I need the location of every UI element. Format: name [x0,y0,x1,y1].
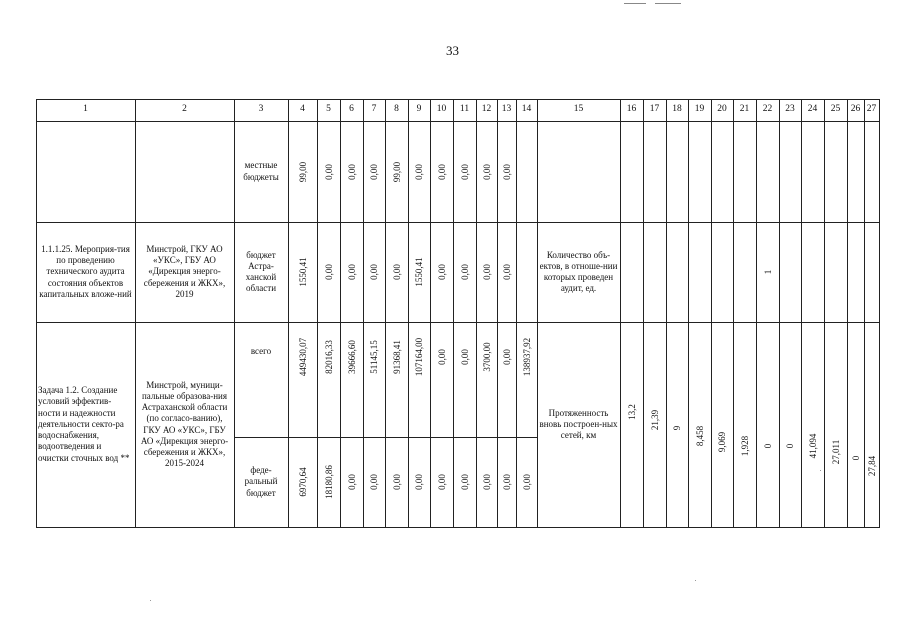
value-local-col-12-text: 0,00 [481,163,492,180]
header-col-17: 17 [649,104,660,115]
indicator-task-col-25 [824,422,847,482]
value-total-col-4 [288,322,317,392]
value-federal-col-5 [317,437,340,527]
value-federal-col-10-text: 0,00 [436,474,447,490]
indicator-task-col-27 [864,436,879,496]
value-federal-col-4-text: 6970,64 [297,467,308,497]
value-local-col-4-text: 99,00 [297,161,308,182]
indicator-task-col-27-text: 27,84 [866,455,877,477]
value-1125-col-12 [476,222,497,322]
value-total-col-8 [385,322,408,392]
indicator-task-col-18 [666,398,688,458]
value-1125-col-7 [363,222,385,322]
value-local-col-10 [430,121,453,222]
grid-line [36,527,880,528]
indicator-task-col-18-text: 9 [672,425,682,431]
value-1125-col-13 [497,222,516,322]
scan-speck [820,470,821,471]
value-local-col-5 [317,121,340,222]
value-1125-col-8 [385,222,408,322]
value-local-col-6-text: 0,00 [346,163,357,180]
header-col-14: 14 [521,104,532,115]
activity-1-1-1-25: 1.1.1.25. Мероприя-тия по проведению технического аудита состояния объектов капитальных вложе-ний [39,243,132,299]
value-1125-col-6 [340,222,363,322]
header-col-2: 2 [182,104,187,115]
value-local-col-4 [288,121,317,222]
value-federal-col-6-text: 0,00 [346,474,357,490]
value-total-col-11 [453,322,476,392]
grid-line [666,99,667,528]
header-col-9: 9 [416,104,422,115]
value-federal-col-14-text: 0,00 [521,474,532,490]
value-local-col-8-text: 99,00 [391,161,402,182]
value-1125-col-8-text: 0,00 [391,264,402,280]
page-number: 33 [446,43,459,58]
indicator-task-col-21 [733,416,756,476]
header-col-3: 3 [258,104,264,115]
indicator-task-col-19 [688,406,711,466]
value-federal-col-4 [288,437,317,527]
value-local-col-11 [453,121,476,222]
header-col-18: 18 [672,104,682,115]
indicator-task-col-19-text: 8,458 [694,425,705,447]
header-col-13: 13 [501,104,512,115]
value-1125-col-9-text: 1550,41 [414,257,424,287]
value-federal-col-8-text: 0,00 [391,474,402,490]
header-col-8: 8 [394,104,399,115]
value-local-col-12 [476,121,497,222]
value-federal-col-5-text: 18180,86 [323,465,334,499]
indicator-task-col-23 [779,416,801,476]
value-total-col-6 [340,322,363,392]
indicator-task-col-26 [847,428,864,488]
indicator-task-col-26-text: 0 [850,455,861,461]
value-1125-col-12-text: 0,00 [481,264,492,280]
source-federal-budget: феде-ральный бюджет [244,465,278,498]
value-federal-col-12 [476,437,497,527]
header-col-4: 4 [300,104,305,115]
value-1125-col-10-text: 0,00 [436,264,447,280]
indicator-1125-col-22-text: 1 [762,269,773,275]
value-total-col-9 [408,322,430,392]
indicator-task-col-20 [711,412,733,472]
value-federal-col-9 [408,437,430,527]
value-1125-col-10 [430,222,453,322]
executor-task-1-2: Минстрой, муници-пальные образова-ния Астраханской области (по согласо-ванию), ГКУ АО «УКС», ГБУ АО «Дирекция энерго-сбережения и ЖКХ», 2015-2024 [140,379,229,469]
header-col-7: 7 [371,104,377,115]
header-col-19: 19 [694,104,705,115]
value-federal-col-6 [340,437,363,527]
header-col-15: 15 [573,104,584,115]
indicator-task-col-16-text: 13,2 [626,404,637,420]
value-total-text: 107164,00 [414,337,424,377]
value-local-col-7-text: 0,00 [369,163,379,180]
value-total-text: 39666,60 [346,340,357,374]
scan-speck [695,580,696,581]
indicator-network-length: Протяженность вновь построен-ных сетей, км [539,407,618,441]
source-total: всего [250,346,272,356]
value-1125-col-11-text: 0,00 [459,264,470,280]
value-local-col-9-text: 0,00 [414,163,424,180]
value-1125-col-5 [317,222,340,322]
value-local-col-13 [497,121,516,222]
value-local-col-8 [385,121,408,222]
indicator-task-col-24-text: 41,094 [807,433,818,459]
value-total-text: 51145,15 [369,340,379,374]
value-total-text: 138937,92 [521,337,532,377]
header-col-5: 5 [326,104,331,115]
header-col-21: 21 [739,104,750,115]
value-federal-col-13-text: 0,00 [501,474,512,490]
indicator-1125-col-22 [756,232,779,312]
indicator-task-col-17 [643,390,666,450]
indicator-task-col-22 [756,416,779,476]
value-local-col-9 [408,121,430,222]
value-federal-col-11-text: 0,00 [459,474,470,490]
value-total-text: 0,00 [436,349,447,365]
header-col-25: 25 [830,104,841,115]
value-federal-col-7 [363,437,385,527]
header-col-26: 26 [850,104,861,115]
value-total-text: 82016,33 [323,340,334,374]
value-total-col-14 [516,322,537,392]
header-col-12: 12 [481,104,492,115]
value-total-col-5 [317,322,340,392]
value-federal-col-8 [385,437,408,527]
header-col-27: 27 [866,104,877,115]
value-federal-col-10 [430,437,453,527]
source-regional-budget: бюджет Астра-ханской области [245,249,277,294]
value-federal-col-7-text: 0,00 [369,474,379,490]
value-federal-col-12-text: 0,00 [481,474,492,490]
header-col-23: 23 [785,104,795,115]
value-total-text: 91368,41 [391,340,402,374]
activity-task-1-2: Задача 1.2. Создание условий эффектив-ности и надежности деятельности секто-ра водоснабжения, водоотведения и очистки сточных вод ** [38,385,130,463]
value-local-col-6 [340,121,363,222]
value-total-col-13 [497,322,516,392]
source-local-budgets: местные бюджеты [243,160,279,182]
grid-line [643,99,644,528]
value-local-col-11-text: 0,00 [459,163,470,180]
value-1125-col-11 [453,222,476,322]
header-col-6: 6 [349,104,354,115]
indicator-task-col-21-text: 1,928 [739,435,750,457]
value-local-col-5-text: 0,00 [323,163,334,180]
value-1125-col-9 [408,222,430,322]
header-col-16: 16 [626,104,637,115]
indicator-task-col-17-text: 21,39 [649,409,660,431]
indicator-task-col-25-text: 27,011 [830,439,841,465]
value-1125-col-5-text: 0,00 [323,264,334,280]
grid-line [879,99,880,528]
header-col-11: 11 [459,104,470,115]
value-total-text: 0,00 [459,349,470,365]
value-total-col-7 [363,322,385,392]
value-1125-col-7-text: 0,00 [369,264,379,280]
value-1125-col-6-text: 0,00 [346,264,357,280]
value-federal-col-11 [453,437,476,527]
value-1125-col-4 [288,222,317,322]
indicator-task-col-20-text: 9,069 [717,431,727,453]
value-total-col-10 [430,322,453,392]
indicator-audit-count: Количество объ-ектов, в отноше-нии которых проведен аудит, ед. [539,249,618,294]
value-total-text: 3700,00 [481,342,492,372]
value-federal-col-14 [516,437,537,527]
value-total-col-12 [476,322,497,392]
value-local-col-13-text: 0,00 [501,163,512,180]
executor-1-1-1-25: Минстрой, ГКУ АО «УКС», ГБУ АО «Дирекция энерго-сбережения и ЖКХ», 2019 [143,243,226,299]
value-federal-col-13 [497,437,516,527]
header-col-20: 20 [717,104,727,115]
value-local-col-10-text: 0,00 [436,163,447,180]
indicator-task-col-22-text: 0 [762,443,773,449]
value-local-col-7 [363,121,385,222]
value-1125-col-4-text: 1550,41 [297,257,308,287]
grid-line [620,99,621,528]
indicator-task-col-23-text: 0 [785,443,795,449]
header-col-24: 24 [807,104,818,115]
scan-speck [150,600,151,601]
indicator-task-col-16 [620,382,643,442]
value-federal-col-9-text: 0,00 [414,474,424,490]
value-1125-col-13-text: 0,00 [501,264,512,280]
header-col-10: 10 [436,104,447,115]
header-col-1: 1 [83,104,88,115]
value-total-text: 449430,07 [297,337,308,377]
value-total-text: 0,00 [501,349,512,365]
indicator-task-col-24 [801,416,824,476]
header-col-22: 22 [762,104,773,115]
